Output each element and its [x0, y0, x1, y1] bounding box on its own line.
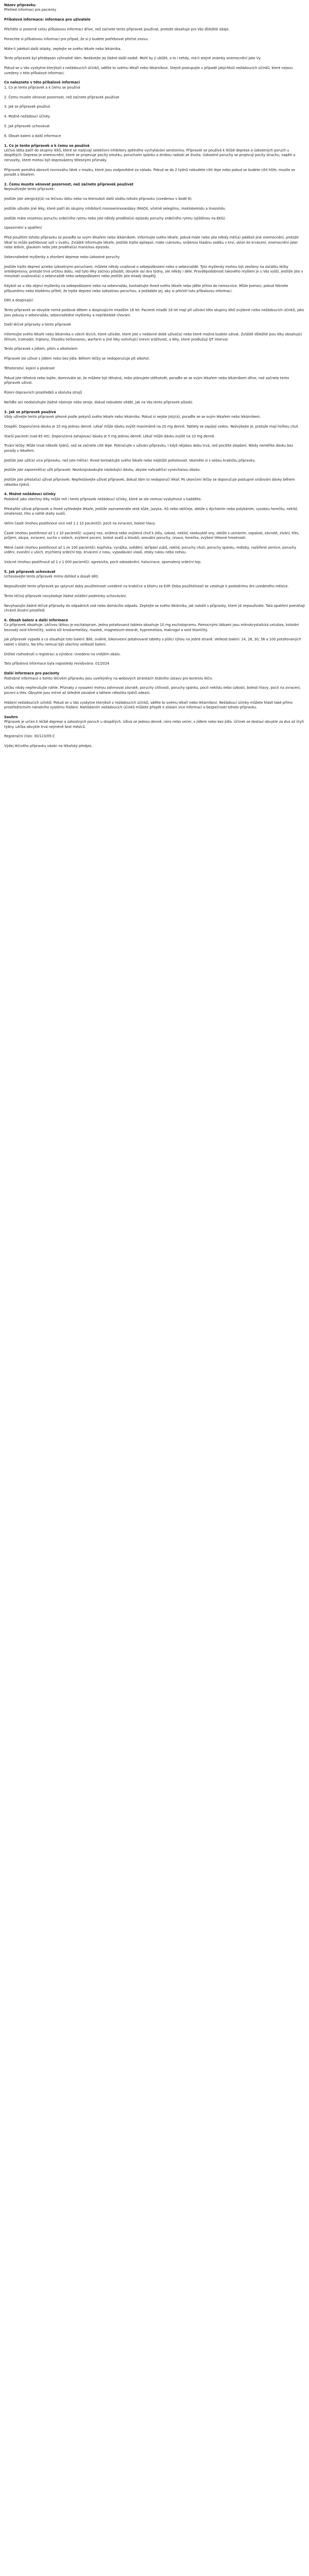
section-paragraph: Jestliže jste přestal(a) užívat přípravek: Nepřestávejte užívat přípravek, dokud Vám to nedoporučí lékař. Po ukončení léčby se doporučuje postupné snižování dávky během několika týdnů. — [4, 478, 295, 487]
document-section — [4, 80, 305, 139]
section-paragraph: Nepoužívejte tento přípravek po uplynutí doby použitelnosti uvedené na krabičce a blistru za EXP. Doba použitelnosti se vztahuje k poslednímu dni uvedeného měsíce. — [4, 584, 289, 588]
section-heading: 4. Možné nežádoucí účinky — [4, 492, 56, 497]
section-paragraph: Podrobné informace o tomto léčivém přípravku jsou uveřejněny na webových stránkách Státního ústavu pro kontrolu léčiv. — [4, 676, 213, 681]
section-paragraph: Těhotenství, kojení a plodnost — [4, 366, 55, 370]
document-sections — [4, 27, 305, 749]
section-paragraph: 2. Čemu musíte věnovat pozornost, než začnete přípravek používat — [4, 95, 119, 99]
document-section — [4, 27, 305, 76]
section-paragraph: Jestliže trpíte depresí a/nebo úzkostnými poruchami, můžete někdy uvažovat o sebepoškození nebo o sebevraždě. Tyto myšlenky mohou být zesíleny na začátku léčby antidepresivy, protože trvá určitou dobu, než tyto léky začnou působit, obvykle asi dva týdny, ale někdy i déle. Pravděpodobnost takového myšlení je u Vás vyšší, jestliže jste v minulosti uvažoval(a) o sebevraždě nebo sebepoškození nebo jestliže jste mladý dospělý. — [4, 264, 303, 279]
document-section — [4, 144, 305, 178]
section-heading: 3. Jak se přípravek používá — [4, 410, 56, 414]
section-heading: Co naleznete v této příbalové informaci — [4, 80, 80, 85]
section-paragraph: Sebevražedné myšlenky a zhoršení deprese nebo úzkostné poruchy — [4, 255, 120, 259]
section-paragraph: Podobně jako všechny léky může mít i tento přípravek nežádoucí účinky, které se ale nemusí vyskytnout u každého. — [4, 497, 202, 501]
document-subtitle: Přehled informací pro pacienty — [4, 8, 57, 12]
section-paragraph: Držitel rozhodnutí o registraci a výrobce: Uvedeno na vnějším obalu. — [4, 652, 121, 656]
section-paragraph: Méně časté (mohou postihnout až 1 ze 100 pacientů): kopřivka, vyrážka, svědění, skřípání zubů, neklid, poruchy chuti, poruchy spánku, mdloby, rozšířené zornice, poruchy vidění, zvonění v uších, zrychlený srdeční tep, krvácení z nosu, vypadávání vlasů, otoky rukou nebo nohou. — [4, 545, 296, 555]
section-heading: 1. Co je tento přípravek a k čemu se používá — [4, 143, 90, 148]
section-heading: Další informace pro pacienty — [4, 671, 60, 676]
section-paragraph: 3. Jak se přípravek používá — [4, 105, 50, 109]
section-paragraph: Velmi časté (mohou postihnout více než 1 z 10 pacientů): pocit na zvracení, bolest hlavy. — [4, 521, 156, 526]
section-heading: 2. Čemu musíte věnovat pozornost, než začnete přípravek používat — [4, 182, 134, 187]
section-paragraph: Časté (mohou postihnout až 1 z 10 pacientů): ucpaný nos, snížená nebo zvýšená chuť k jídlu, úzkost, neklid, neobvyklé sny, obtíže s usínáním, ospalost, závratě, zívání, třes, průjem, zácpa, zvracení, sucho v ústech, zvýšené pocení, bolest svalů a kloubů, sexuální poruchy, únava, horečka, zvýšení tělesné hmotnosti. — [4, 531, 300, 540]
section-paragraph: Jestliže jste užil(a) více přípravku, než jste měl(a): Ihned kontaktujte svého lékaře nebo nejbližší pohotovost. Vezměte si s sebou krabičku přípravku. — [4, 458, 256, 463]
document-section — [4, 182, 305, 405]
section-paragraph: Neřiďte ani neobsluhujte žádné nástroje nebo stroje, dokud nebudete vědět, jak na Vás tento přípravek působí. — [4, 400, 194, 404]
section-paragraph: Tento léčivý přípravek nevyžaduje žádné zvláštní podmínky uchovávání. — [4, 594, 127, 598]
section-heading: 6. Obsah balení a další informace — [4, 618, 68, 622]
section-paragraph: Jestliže jste zapomněl(a) užít přípravek: Nezdvojnásobujte následující dávku, abyste nahradil(a) vynechanou dávku. — [4, 468, 201, 472]
section-paragraph: Pokud jste těhotná nebo kojíte, domníváte se, že můžete být těhotná, nebo plánujete otěhotnět, poraďte se se svým lékařem nebo lékárníkem dříve, než začnete tento přípravek užívat. — [4, 376, 289, 385]
section-paragraph: Starší pacienti (nad 65 let): Doporučená zahajovací dávka je 5 mg jednou denně. Lékař může dávku zvýšit na 10 mg denně. — [4, 434, 215, 438]
document-section — [4, 492, 305, 565]
section-paragraph: Děti a dospívající — [4, 298, 33, 303]
section-paragraph: Tato příbalová informace byla naposledy revidována: 01/2024 — [4, 662, 110, 666]
section-paragraph: Máte-li jakékoli další otázky, zeptejte se svého lékaře nebo lékárníka. — [4, 46, 122, 51]
section-paragraph: Nevyhazujte žádné léčivé přípravky do odpadních vod nebo domácího odpadu. Zeptejte se svého lékárníka, jak naložit s přípravky, které již nepoužíváte. Tato opatření pomáhají chránit životní prostředí. — [4, 603, 305, 613]
section-paragraph: 1. Co je tento přípravek a k čemu se používá — [4, 85, 80, 90]
section-paragraph: Přípravek lze užívat s jídlem nebo bez jídla. Během léčby se nedoporučuje pít alkohol. — [4, 357, 150, 361]
section-heading: Souhrn — [4, 715, 18, 719]
section-paragraph: jestliže máte vrozenou poruchu srdečního rytmu nebo jste někdy prodělal(a) epizodu poruchy srdečního rytmu (zjištěnou na EKG). — [4, 216, 226, 221]
section-paragraph: jestliže užíváte jiné léky, které patří do skupiny inhibitorů monoaminooxidázy (MAOI), včetně selegilinu, moklobemidu a linezolidu. — [4, 206, 226, 211]
document-section — [4, 618, 305, 667]
section-paragraph: Přípravek je určen k léčbě deprese a úzkostných poruch u dospělých. Užívá se jednou denně, ráno nebo večer, s jídlem nebo bez jídla. Účinek se dostaví obvykle za dva až čtyři týdny. Léčba obvykle trvá nejméně šest měsíců. — [4, 720, 304, 729]
section-paragraph: Tento přípravek s jídlem, pitím a alkoholem — [4, 347, 78, 351]
section-paragraph: Vždy užívejte tento přípravek přesně podle pokynů svého lékaře nebo lékárníka. Pokud si nejste jistý(á), poraďte se se svým lékařem nebo lékárníkem. — [4, 415, 261, 419]
section-paragraph: Jak přípravek vypadá a co obsahuje toto balení: Bílé, oválné, bikonvexní potahované tablety s půlicí rýhou na jedné straně. Velikost balení: 14, 28, 30, 56 a 100 potahovaných tablet v blistru. Na trhu nemusí být všechny velikosti balení. — [4, 637, 301, 647]
section-paragraph: Další léčivé přípravky a tento přípravek — [4, 323, 71, 327]
document-lead: Příbalová informace: informace pro uživatele — [4, 18, 91, 22]
document-section — [4, 671, 305, 710]
section-paragraph: Přípravek pomáhá obnovit rovnováhu látek v mozku, které jsou zodpovědné za náladu. Pokud se do 2 týdnů nebudete cítit lépe nebo pokud se budete cítit hůře, musíte se poradit s lékařem. — [4, 167, 296, 177]
document-section — [4, 410, 305, 487]
section-paragraph: Léčivá látka patří do skupiny léků, které se nazývají selektivní inhibitory zpětného vychytávání serotoninu. Přípravek se používá k léčbě deprese a úzkostných poruch u dospělých. Deprese je onemocnění, které se projevuje pocity smutku, poruchami spánku a ztrátou radosti ze života. Úzkostné poruchy se projevují pocity strachu, napětí a nervozity, které mohou být doprovázeny tělesnými příznaky. — [4, 148, 296, 162]
section-paragraph: Tento přípravek se obvykle nemá podávat dětem a dospívajícím mladším 18 let. Pacienti mladší 18 let mají při užívání této skupiny léků zvýšené riziko nežádoucích účinků, jako jsou pokusy o sebevraždu, sebevražedné myšlenky a nepřátelské chování. — [4, 308, 304, 317]
section-paragraph: Řízení dopravních prostředků a obsluha strojů — [4, 391, 82, 395]
document-section — [4, 570, 305, 614]
section-paragraph: Dospělí: Doporučená dávka je 10 mg jednou denně. Lékař může dávku zvýšit maximálně na 20 mg denně. Tablety se zapíjejí vodou. Nežvýkejte je, protože mají hořkou chuť. — [4, 424, 299, 429]
section-paragraph: 4. Možné nežádoucí účinky — [4, 114, 50, 119]
section-paragraph: Pokud se u Vás vyskytne kterýkoli z nežádoucích účinků, sdělte to svému lékaři nebo lékárníkovi. Stejně postupujte v případě jakýchkoli nežádoucích účinků, které nejsou uvedeny v této příbalové informaci. — [4, 66, 293, 75]
section-paragraph: Nepoužívejte tento přípravek: — [4, 187, 55, 192]
section-paragraph: Trvání léčby: Může trvat několik týdnů, než se začnete cítit lépe. Pokračujte v užívání přípravku, i když nějakou dobu trvá, než pocítíte zlepšení. Nikdy neměňte dávku bez porady s lékařem. — [4, 444, 293, 453]
section-paragraph: Co přípravek obsahuje: Léčivou látkou je escitalopram. Jedna potahovaná tableta obsahuje 10 mg escitalopramu. Pomocnými látkami jsou mikrokrystalická celulóza, koloidní bezvodý oxid křemičitý, sodná sůl kroskarmelózy, mastek, magnesium-stearát, hypromelóza, makrogol a oxid titaničitý. — [4, 623, 299, 632]
section-paragraph: 6. Obsah balení a další informace — [4, 133, 61, 138]
section-paragraph: Upozornění a opatření — [4, 226, 42, 230]
section-paragraph: Informujte svého lékaře nebo lékárníka o všech lécích, které užíváte, které jste v nedávné době užíval(a) nebo které možná budete užívat. Zvláště důležité jsou léky obsahující lithium, tramadol, triptany, třezalku tečkovanou, warfarin a jiné léky ovlivňující krevní srážlivost, a léky, které prodlužují QT interval. — [4, 332, 302, 342]
document-title: Název přípravku — [4, 3, 36, 7]
section-paragraph: Výdej léčivého přípravku vázán na lékařský předpis. — [4, 744, 93, 749]
section-paragraph: Kdykoli se u Vás objeví myšlenky na sebepoškození nebo na sebevraždu, kontaktujte ihned svého lékaře nebo jděte přímo do nemocnice. Může pomoci, pokud řeknete příbuznému nebo blízkému příteli, že trpíte depresí nebo úzkostnou poruchou, a požádáte jej, aby si přečetl tuto příbalovou informaci. — [4, 284, 288, 293]
section-paragraph: Registrační číslo: 30/123/05-C — [4, 734, 55, 739]
document-section — [4, 715, 305, 749]
section-paragraph: jestliže jste alergický(á) na léčivou látku nebo na kteroukoli další složku tohoto přípravku (uvedenou v bodě 6). — [4, 197, 193, 201]
section-paragraph: Léčbu nikdy nepřerušujte náhle. Příznaky z vysazení mohou zahrnovat závratě, poruchy citlivosti, poruchy spánku, pocit neklidu nebo úzkosti, bolesti hlavy, pocit na zvracení, pocení a třes. Obvykle jsou mírné až středně závažné a během několika týdnů odezní. — [4, 686, 301, 695]
section-paragraph: Ponechte si příbalovou informaci pro případ, že si ji budete potřebovat přečíst znovu. — [4, 37, 149, 41]
section-paragraph: Přestaňte užívat přípravek a ihned vyhledejte lékaře, jestliže zaznamenáte otok kůže, jazyka, rtů nebo obličeje, obtíže s dýcháním nebo polykáním, vysokou horečku, neklid, zmatenost, třes a náhlé stahy svalů. — [4, 506, 298, 516]
section-paragraph: Před použitím tohoto přípravku se poraďte se svým lékařem nebo lékárníkem. Informujte svého lékaře, pokud máte nebo jste někdy měl(a) jakékoli jiné onemocnění, protože lékař to může potřebovat vzít v úvahu. Zvláště informujte lékaře, jestliže trpíte epilepsií, máte cukrovku, sníženou hladinu sodíku v krvi, sklon ke krvácení, onemocnění jater nebo ledvin, glaukom nebo jste prodělal(a) manickou epizodu. — [4, 235, 299, 249]
section-heading: 5. Jak přípravek uchovávat — [4, 569, 56, 574]
section-paragraph: Vzácné (mohou postihnout až 1 z 1 000 pacientů): agresivita, pocit odosobnění, halucinace, zpomalený srdeční tep. — [4, 560, 202, 564]
section-paragraph: Tento přípravek byl předepsán výhradně Vám. Nedávejte jej žádné další osobě. Mohl by jí ublížit, a to i tehdy, má-li stejné známky onemocnění jako Vy. — [4, 56, 262, 61]
section-paragraph: Uchovávejte tento přípravek mimo dohled a dosah dětí. — [4, 574, 99, 579]
section-paragraph: Přečtěte si pozorně celou příbalovou informaci dříve, než začnete tento přípravek používat, protože obsahuje pro Vás důležité údaje. — [4, 27, 230, 31]
section-paragraph: 5. Jak přípravek uchovávat — [4, 124, 50, 128]
section-paragraph: Hlášení nežádoucích účinků: Pokud se u Vás vyskytne kterýkoli z nežádoucích účinků, sdělte to svému lékaři nebo lékárníkovi. Nežádoucí účinky můžete hlásit také přímo prostřednictvím národního systému hlášení. Nahlášením nežádoucích účinků můžete přispět k získání více informací o bezpečnosti tohoto přípravku. — [4, 700, 293, 710]
